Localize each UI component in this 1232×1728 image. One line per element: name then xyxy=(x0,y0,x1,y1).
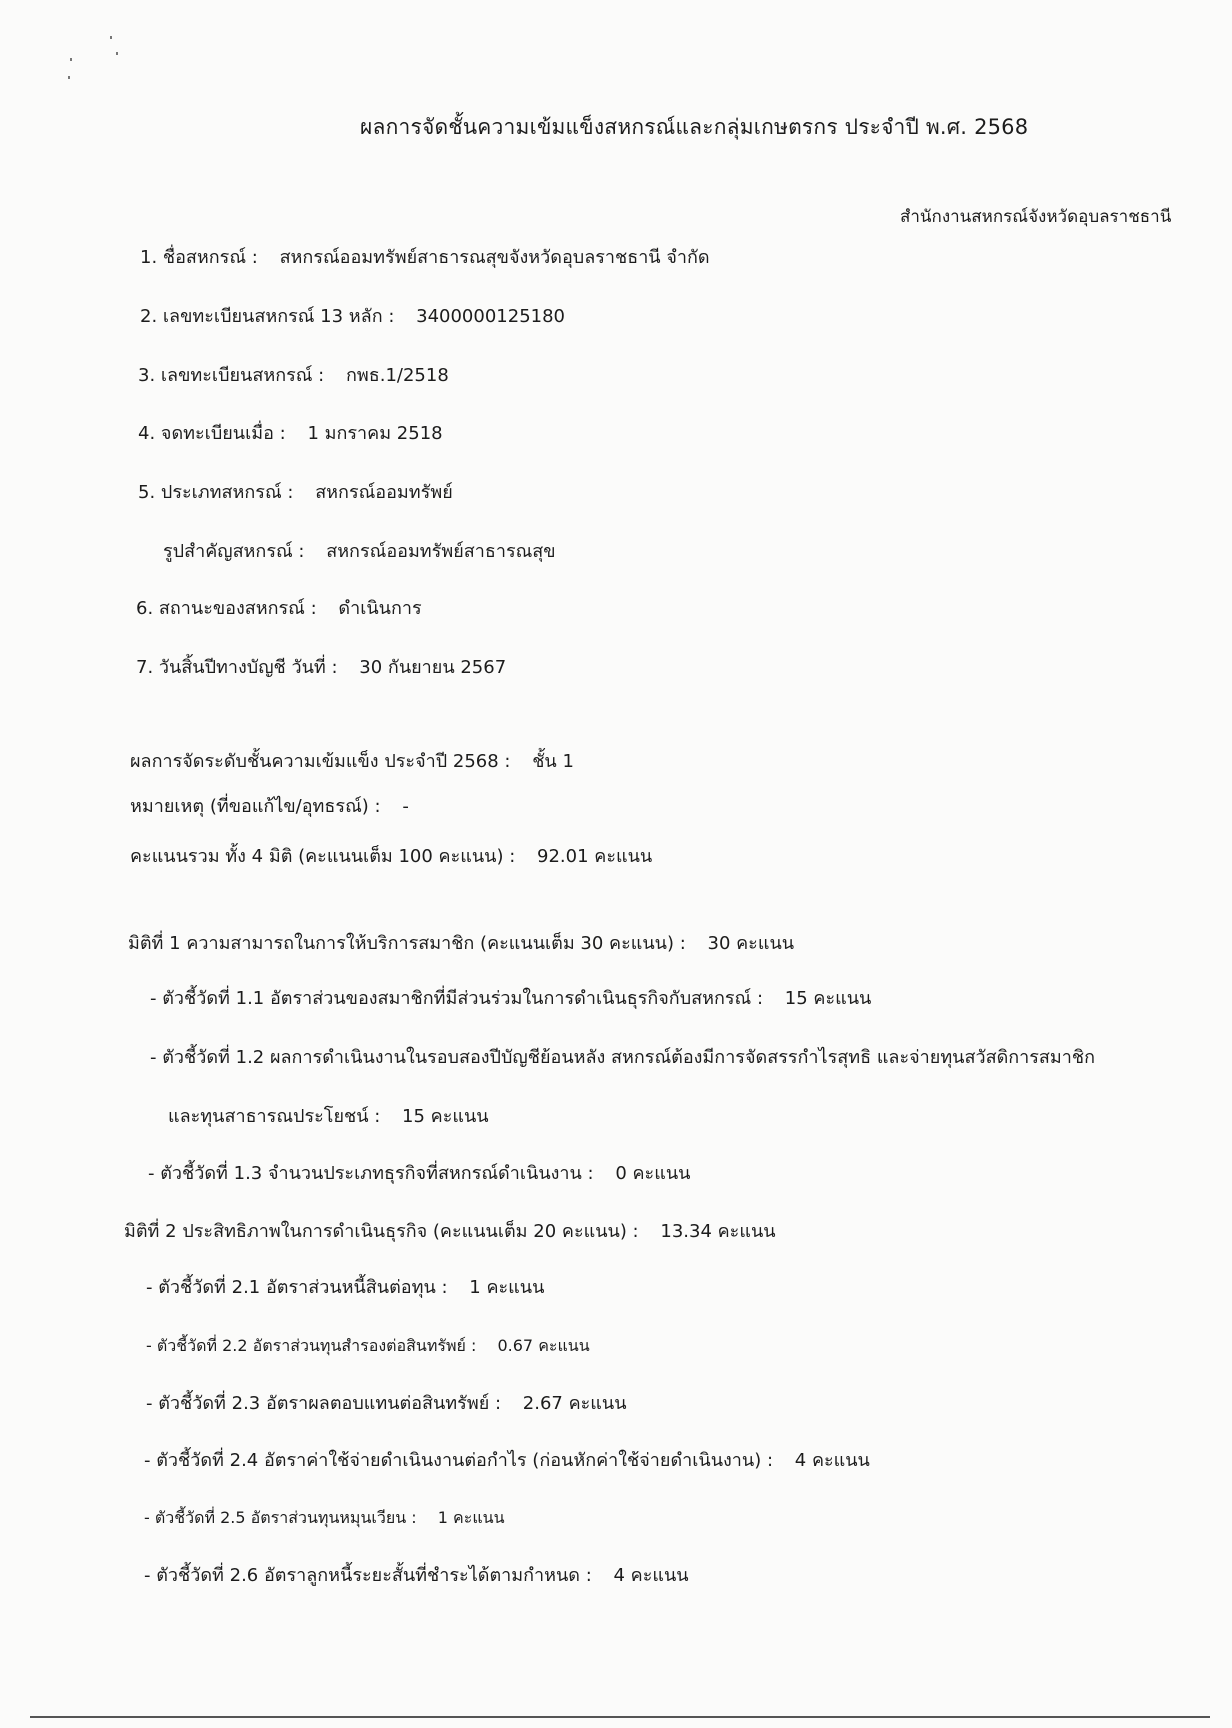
indicator-1-2-cont xyxy=(168,1105,489,1129)
indicator-score: 15 คะแนน xyxy=(784,988,872,1009)
scan-speck xyxy=(68,76,70,79)
field-coop-form xyxy=(163,540,556,564)
indicator-1-3 xyxy=(148,1162,690,1186)
field-value: สหกรณ์ออมทรัพย์สาธารณสุขจังหวัดอุบลราชธานี จำกัด xyxy=(279,247,710,268)
indicator-label: - ตัวชี้วัดที่ 1.3 จำนวนประเภทธุรกิจที่สหกรณ์ดำเนินงาน : xyxy=(148,1163,594,1184)
dimension-2 xyxy=(124,1220,776,1244)
result-level-value: ชั้น 1 xyxy=(532,751,574,772)
indicator-score: 0.67 คะแนน xyxy=(497,1336,590,1355)
indicator-label: - ตัวชี้วัดที่ 2.2 อัตราส่วนทุนสำรองต่อสินทรัพย์ : xyxy=(146,1336,477,1355)
dimension-1 xyxy=(128,932,794,956)
indicator-label: - ตัวชี้วัดที่ 2.1 อัตราส่วนหนี้สินต่อทุน : xyxy=(146,1277,448,1298)
indicator-score: 4 คะแนน xyxy=(613,1565,689,1586)
indicator-label-cont: และทุนสาธารณประโยชน์ : xyxy=(168,1106,381,1127)
field-fiscal-end xyxy=(136,656,506,680)
scan-speck xyxy=(116,52,118,55)
indicator-score: 0 คะแนน xyxy=(615,1163,691,1184)
field-reg-date xyxy=(138,422,443,446)
indicator-2-4 xyxy=(144,1449,870,1473)
field-label: 6. สถานะของสหกรณ์ : xyxy=(136,598,317,619)
document-title: ผลการจัดชั้นความเข้มแข็งสหกรณ์และกลุ่มเกษตรกร ประจำปี พ.ศ. 2568 xyxy=(360,115,1029,139)
dimension-score: 30 คะแนน xyxy=(707,933,795,954)
field-value: กพธ.1/2518 xyxy=(345,365,449,386)
field-coop-type xyxy=(138,481,453,505)
indicator-label: - ตัวชี้วัดที่ 1.2 ผลการดำเนินงานในรอบสองปีบัญชีย้อนหลัง สหกรณ์ต้องมีการจัดสรรกำไรสุทธิ และจ่ายทุนสวัสดิการสมาชิก xyxy=(150,1047,1096,1068)
result-total-label: คะแนนรวม ทั้ง 4 มิติ (คะแนนเต็ม 100 คะแนน) : xyxy=(130,846,516,867)
result-note-value: - xyxy=(402,796,409,817)
field-status xyxy=(136,597,422,621)
dimension-label: มิติที่ 2 ประสิทธิภาพในการดำเนินธุรกิจ (คะแนนเต็ม 20 คะแนน) : xyxy=(124,1221,639,1242)
indicator-score: 2.67 คะแนน xyxy=(522,1393,627,1414)
indicator-1-1 xyxy=(150,987,871,1011)
field-reg-no xyxy=(138,364,449,388)
field-label: 7. วันสิ้นปีทางบัญชี วันที่ : xyxy=(136,657,338,678)
office-name: สำนักงานสหกรณ์จังหวัดอุบลราชธานี xyxy=(900,207,1172,227)
indicator-label: - ตัวชี้วัดที่ 1.1 อัตราส่วนของสมาชิกที่มีส่วนร่วมในการดำเนินธุรกิจกับสหกรณ์ : xyxy=(150,988,764,1009)
scan-speck xyxy=(110,36,112,39)
indicator-score: 4 คะแนน xyxy=(794,1450,870,1471)
indicator-2-6 xyxy=(144,1564,689,1588)
field-coop-name xyxy=(140,246,710,270)
field-label: 5. ประเภทสหกรณ์ : xyxy=(138,482,294,503)
field-reg-13 xyxy=(140,305,565,329)
indicator-label: - ตัวชี้วัดที่ 2.6 อัตราลูกหนี้ระยะสั้นที่ชำระได้ตามกำหนด : xyxy=(144,1565,592,1586)
indicator-2-2 xyxy=(146,1334,590,1358)
indicator-score: 1 คะแนน xyxy=(469,1277,545,1298)
dimension-score: 13.34 คะแนน xyxy=(660,1221,776,1242)
field-value: 1 มกราคม 2518 xyxy=(307,423,443,444)
field-label: 3. เลขทะเบียนสหกรณ์ : xyxy=(138,365,325,386)
indicator-2-1 xyxy=(146,1276,544,1300)
field-value: 30 กันยายน 2567 xyxy=(359,657,507,678)
result-total xyxy=(130,845,652,869)
result-note xyxy=(130,795,409,819)
field-value: 3400000125180 xyxy=(416,306,566,327)
field-label: รูปสำคัญสหกรณ์ : xyxy=(163,541,305,562)
field-value: สหกรณ์ออมทรัพย์สาธารณสุข xyxy=(326,541,556,562)
field-label: 4. จดทะเบียนเมื่อ : xyxy=(138,423,286,444)
result-level-label: ผลการจัดระดับชั้นความเข้มแข็ง ประจำปี 2568 : xyxy=(130,751,511,772)
result-total-value: 92.01 คะแนน xyxy=(537,846,653,867)
field-value: สหกรณ์ออมทรัพย์ xyxy=(315,482,453,503)
indicator-score: 15 คะแนน xyxy=(402,1106,489,1127)
result-note-label: หมายเหตุ (ที่ขอแก้ไข/อุทธรณ์) : xyxy=(130,796,381,817)
indicator-score: 1 คะแนน xyxy=(437,1508,505,1527)
indicator-1-2 xyxy=(150,1046,1095,1070)
indicator-label: - ตัวชี้วัดที่ 2.3 อัตราผลตอบแทนต่อสินทรัพย์ : xyxy=(146,1393,502,1414)
indicator-label: - ตัวชี้วัดที่ 2.5 อัตราส่วนทุนหมุนเวียน : xyxy=(144,1508,417,1527)
field-label: 1. ชื่อสหกรณ์ : xyxy=(140,247,258,268)
scan-speck xyxy=(70,58,72,61)
field-label: 2. เลขทะเบียนสหกรณ์ 13 หลัก : xyxy=(140,306,395,327)
indicator-label: - ตัวชี้วัดที่ 2.4 อัตราค่าใช้จ่ายดำเนินงานต่อกำไร (ก่อนหักค่าใช้จ่ายดำเนินงาน) : xyxy=(144,1450,774,1471)
indicator-2-3 xyxy=(146,1392,627,1416)
field-value: ดำเนินการ xyxy=(338,598,422,619)
result-level xyxy=(130,750,574,774)
indicator-2-5 xyxy=(144,1506,505,1530)
page-bottom-rule xyxy=(30,1716,1210,1718)
dimension-label: มิติที่ 1 ความสามารถในการให้บริการสมาชิก (คะแนนเต็ม 30 คะแนน) : xyxy=(128,933,686,954)
